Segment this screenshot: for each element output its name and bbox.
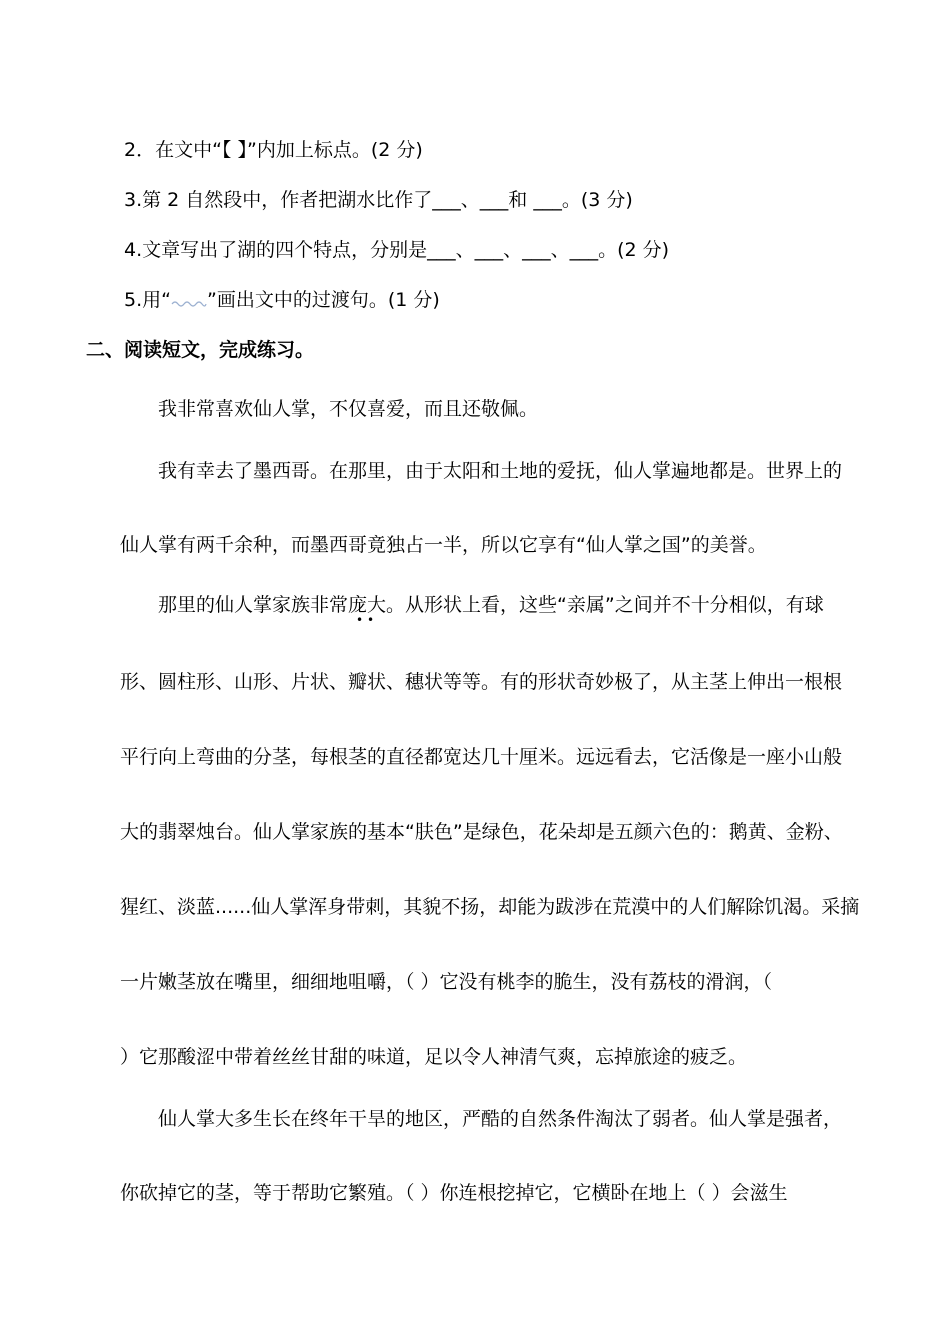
- passage-p3-line3: 平行向上弯曲的分茎，每根茎的直径都宽达几十厘米。远远看去，它活像是一座小山般: [120, 746, 843, 768]
- passage-p4-line2: 你砍掉它的茎，等于帮助它繁殖。（ ）你连根挖掉它，它横卧在地上（ ）会滋生: [120, 1182, 788, 1204]
- question-2: 2．在文中“【 】”内加上标点。(2 分): [124, 139, 423, 161]
- passage-p3-line4: 大的翡翠烛台。仙人掌家族的基本“肤色”是绿色，花朵却是五颜六色的：鹅黄、金粉、: [120, 821, 843, 843]
- passage-p4-line1: 仙人掌大多生长在终年干旱的地区，严酷的自然条件淘汰了弱者。仙人掌是强者，: [158, 1108, 843, 1130]
- passage-p3-line1: [158, 593, 824, 627]
- p3-line1-start: 那里的仙人掌家族非常: [158, 594, 349, 616]
- passage-p3-line7: ）它那酸涩中带着丝丝甘甜的味道，足以令人神清气爽，忘掉旅途的疲乏。: [120, 1046, 748, 1068]
- passage-p2-line1: 我有幸去了墨西哥。在那里，由于太阳和土地的爱抚，仙人掌遍地都是。世界上的: [158, 460, 843, 482]
- question-4: 4.文章写出了湖的四个特点，分别是___、___、___、___。(2 分): [124, 239, 670, 261]
- question-3: 3.第 2 自然段中，作者把湖水比作了___、___和 ___。(3 分): [124, 189, 633, 211]
- passage-p3-line5: 猩红、淡蓝......仙人掌浑身带刺，其貌不扬，却能为跋涉在荒漠中的人们解除饥渴。采摘: [120, 896, 860, 918]
- section-heading: 二、阅读短文，完成练习。: [86, 339, 315, 361]
- passage-p2-line2: 仙人掌有两千余种，而墨西哥竟独占一半，所以它享有“仙人掌之国”的美誉。: [120, 534, 767, 556]
- passage-p1: 我非常喜欢仙人掌，不仅喜爱，而且还敬佩。: [158, 398, 539, 420]
- question-5: [124, 288, 440, 312]
- emphasized-word: 庞大 ••: [348, 594, 387, 627]
- passage-p3-line6: 一片嫩茎放在嘴里，细细地咀嚼，（ ）它没有桃李的脆生，没有荔枝的滑润，（: [120, 971, 773, 993]
- passage-p3-line2: 形、圆柱形、山形、片状、瓣状、穗状等等。有的形状奇妙极了，从主茎上伸出一根根: [120, 671, 843, 693]
- question-5-prefix: 5.用“: [124, 289, 171, 311]
- wavy-underline-icon: [171, 298, 207, 308]
- emphasis-dots-icon: ••: [355, 613, 379, 627]
- question-5-suffix: ”画出文中的过渡句。(1 分): [206, 289, 440, 311]
- p3-line1-end: 。从形状上看，这些“亲属”之间并不十分相似，有球: [386, 594, 824, 616]
